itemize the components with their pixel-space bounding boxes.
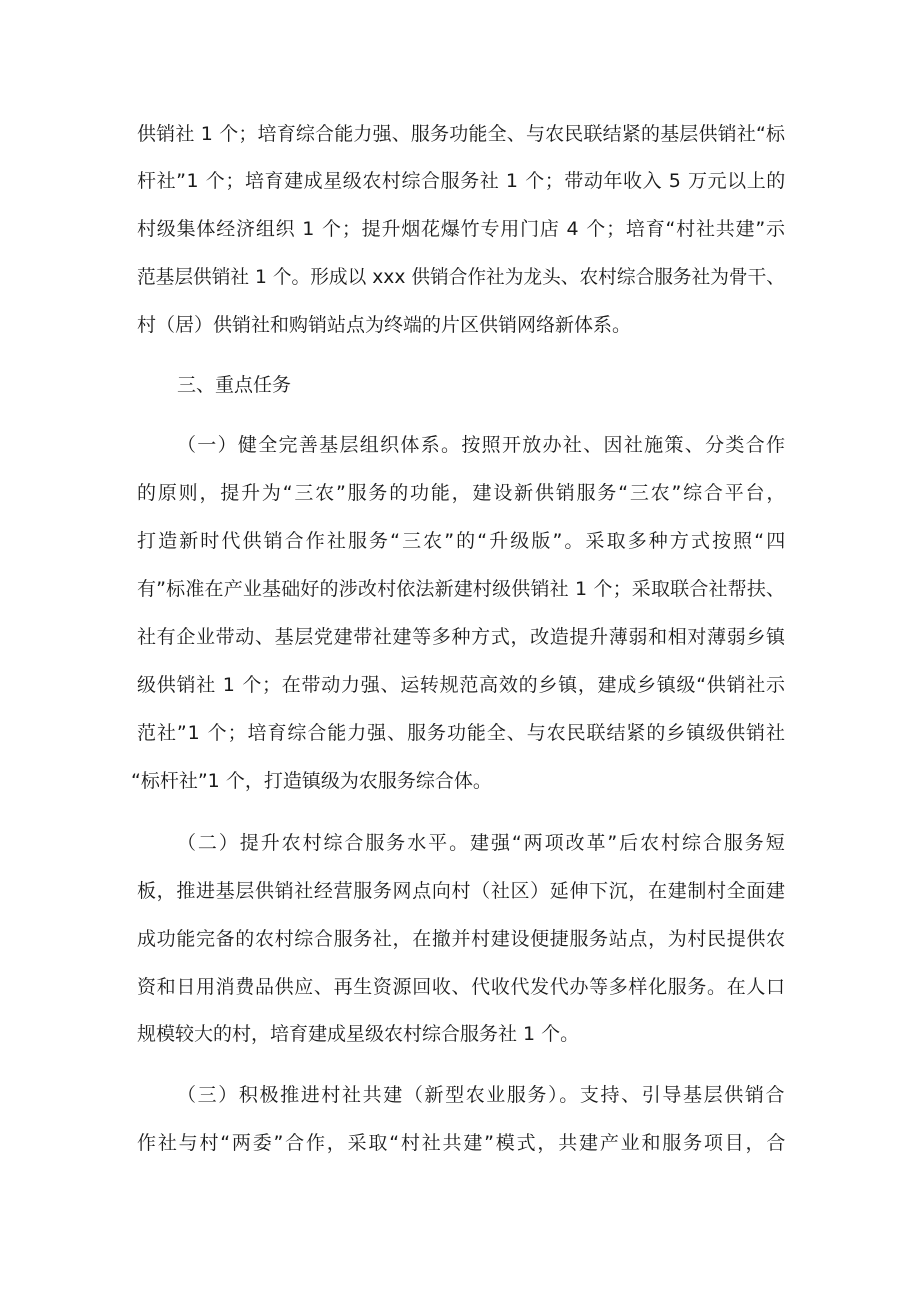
paragraph-line <box>0 871 920 911</box>
task2-line-1: （二）提升农村综合服务水平。建强“两项改革”后农村综合服务短 <box>177 832 787 854</box>
task1-line-1: （一）健全完善基层组织体系。按照开放办社、因社施策、分类合作 <box>177 434 787 456</box>
task1-line-6: 级供销社 1 个；在带动力强、运转规范高效的乡镇，建成乡镇级“供销社示 <box>137 674 786 696</box>
intro-line-1: 供销社 1 个；培育综合能力强、服务功能全、与农民联结紧的基层供销社“标 <box>137 123 786 145</box>
paragraph-line <box>0 425 920 465</box>
paragraph-line <box>0 665 920 705</box>
paragraph-line <box>0 617 920 657</box>
task1-line-7: 范社”1 个；培育综合能力强、服务功能全、与农民联结紧的乡镇级供销社 <box>137 722 786 744</box>
task2-line-3: 成功能完备的农村综合服务社，在撤并村建设便捷服务站点，为村民提供农 <box>137 928 786 950</box>
task1-line-8: “标杆社”1 个，打造镇级为农服务综合体。 <box>131 770 492 792</box>
task2-line-5: 规模较大的村，培育建成星级农村综合服务社 1 个。 <box>137 1023 580 1045</box>
paragraph-line <box>0 1123 920 1163</box>
intro-line-2: 杆社”1 个；培育建成星级农村综合服务社 1 个；带动年收入 5 万元以上的 <box>137 170 786 192</box>
paragraph-line <box>0 761 920 801</box>
intro-line-4: 范基层供销社 1 个。形成以 xxx 供销合作社为龙头、农村综合服务社为骨干、 <box>137 266 785 288</box>
task1-line-4: 有”标准在产业基础好的涉改村依法新建村级供销社 1 个；采取联合社帮扶、 <box>137 578 786 600</box>
task2-line-2: 板，推进基层供销社经营服务网点向村（社区）延伸下沉，在建制村全面建 <box>137 880 786 902</box>
paragraph-line <box>0 257 920 297</box>
paragraph-line <box>0 161 920 201</box>
task1-line-2: 的原则，提升为“三农”服务的功能，建设新供销服务“三农”综合平台， <box>137 482 788 504</box>
paragraph-line <box>0 473 920 513</box>
paragraph-line <box>0 209 920 249</box>
paragraph-line <box>0 114 920 154</box>
section-heading-text: 三、重点任务 <box>177 374 292 396</box>
task1-line-5: 社有企业带动、基层党建带社建等多种方式，改造提升薄弱和相对薄弱乡镇 <box>137 626 786 648</box>
task3-line-2: 作社与村“两委”合作，采取“村社共建”模式，共建产业和服务项目，合 <box>137 1132 788 1154</box>
paragraph-line <box>0 967 920 1007</box>
task2-line-4: 资和日用消费品供应、再生资源回收、代收代发代办等多样化服务。在人口 <box>137 976 786 998</box>
paragraph-line <box>0 305 920 345</box>
paragraph-line <box>0 1014 920 1054</box>
task3-line-1: （三）积极推进村社共建（新型农业服务）。支持、引导基层供销合 <box>177 1084 787 1106</box>
paragraph-line <box>0 713 920 753</box>
paragraph-line <box>0 919 920 959</box>
intro-line-3: 村级集体经济组织 1 个；提升烟花爆竹专用门店 4 个；培育“村社共建”示 <box>137 218 786 240</box>
paragraph-line <box>0 569 920 609</box>
intro-line-5: 村（居）供销社和购销站点为终端的片区供销网络新体系。 <box>137 314 632 336</box>
paragraph-line <box>0 521 920 561</box>
paragraph-line <box>0 823 920 863</box>
section-heading <box>0 365 920 405</box>
paragraph-line <box>0 1075 920 1115</box>
task1-line-3: 打造新时代供销合作社服务“三农”的“升级版”。采取多种方式按照“四 <box>137 530 788 552</box>
